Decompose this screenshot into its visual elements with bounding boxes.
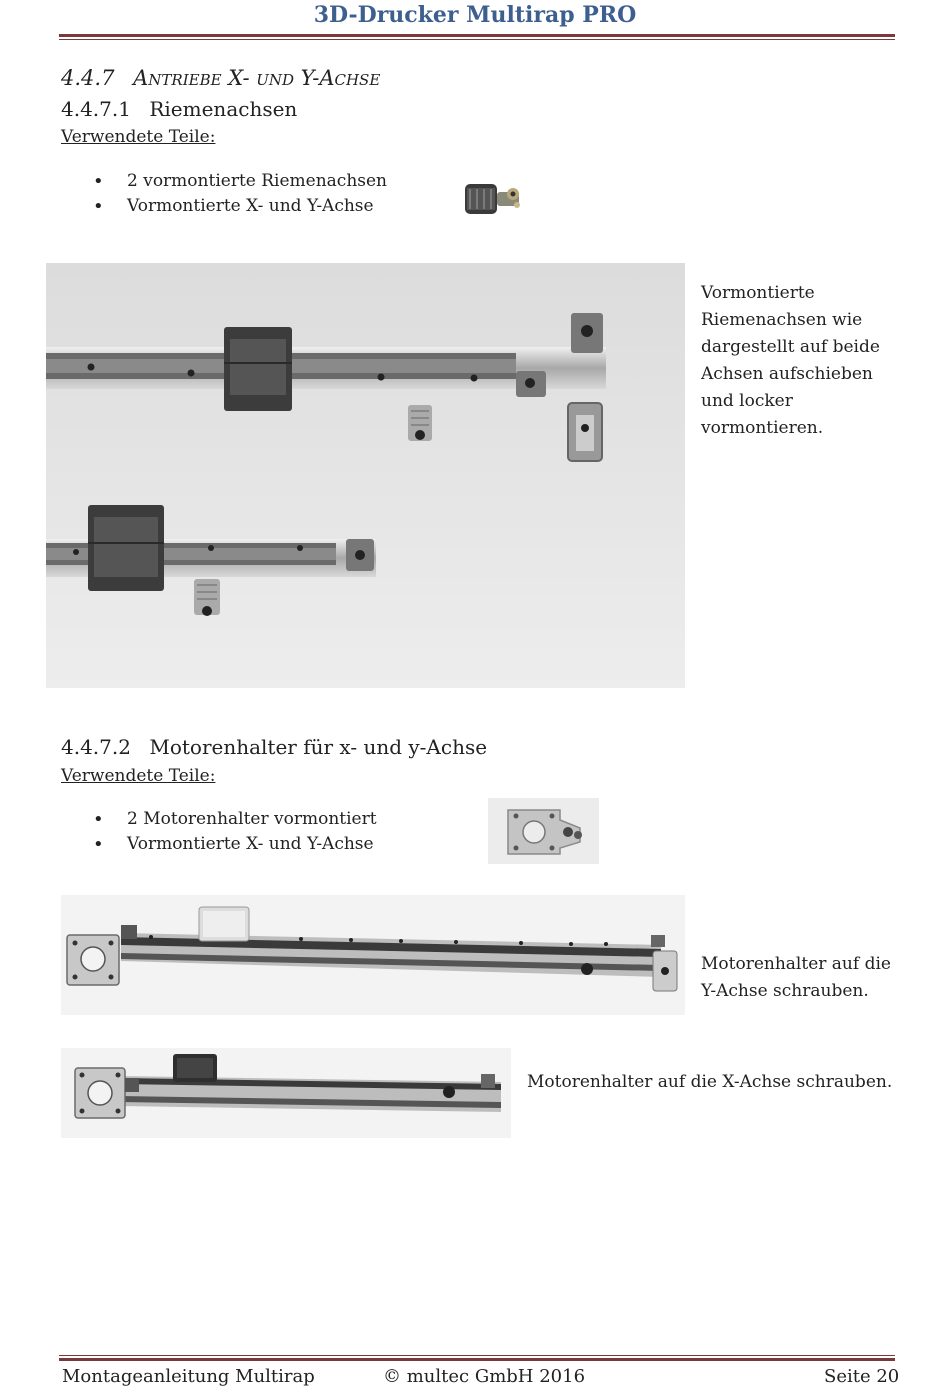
section-heading — [61, 66, 380, 90]
x-axis-photo — [61, 1048, 511, 1138]
description-line: vormontieren. — [701, 418, 824, 438]
x-axis-description: Motorenhalter auf die X-Achse schrauben. — [527, 1072, 893, 1092]
parts-list-1 — [61, 169, 441, 219]
list-item: • 2 vormontierte Riemenachsen — [61, 169, 441, 194]
description-line: Riemenachsen wie — [701, 310, 863, 330]
parts-label-2: Verwendete Teile: — [61, 766, 216, 786]
belt-axes-description — [701, 280, 901, 442]
subsection-number: 4.4.7.2 — [61, 735, 131, 759]
section-number: 4.4.7 — [61, 66, 115, 90]
description-line: Motorenhalter auf die — [701, 954, 891, 974]
description-line: dargestellt auf beide — [701, 337, 880, 357]
subsection-heading-1 — [61, 97, 297, 121]
subsection-number: 4.4.7.1 — [61, 97, 131, 121]
footer-copyright: © multec GmbH 2016 — [383, 1366, 586, 1387]
list-item: • Vormontierte X- und Y-Achse — [61, 832, 461, 857]
motor-holder-thumbnail — [488, 798, 599, 864]
page-number: Seite 20 — [824, 1366, 900, 1387]
y-axis-photo — [61, 895, 685, 1015]
header-rule — [59, 34, 895, 37]
subsection-title: Motorenhalter für x- und y-Achse — [149, 735, 488, 759]
subsection-heading-2 — [61, 735, 487, 759]
y-axis-description — [701, 951, 921, 1005]
description-line: Vormontierte — [701, 283, 815, 303]
pulley-thumbnail — [455, 172, 530, 232]
parts-list-2 — [61, 807, 461, 857]
description-line: Y-Achse schrauben. — [701, 981, 869, 1001]
footer-rule — [59, 1358, 895, 1361]
description-line: und locker — [701, 391, 793, 411]
header-rule-thin — [59, 39, 895, 40]
document-header-title: 3D-Drucker Multirap PRO — [313, 2, 637, 28]
section-title: Antriebe X- und Y-Achse — [133, 66, 381, 90]
footer-left: Montageanleitung Multirap — [62, 1366, 315, 1387]
list-item: • Vormontierte X- und Y-Achse — [61, 194, 441, 219]
list-item: • 2 Motorenhalter vormontiert — [61, 807, 461, 832]
belt-axes-photo — [46, 263, 685, 688]
parts-label-1: Verwendete Teile: — [61, 127, 216, 147]
subsection-title: Riemenachsen — [149, 97, 298, 121]
description-line: Achsen aufschieben — [701, 364, 873, 384]
footer-rule-thin — [59, 1355, 895, 1356]
